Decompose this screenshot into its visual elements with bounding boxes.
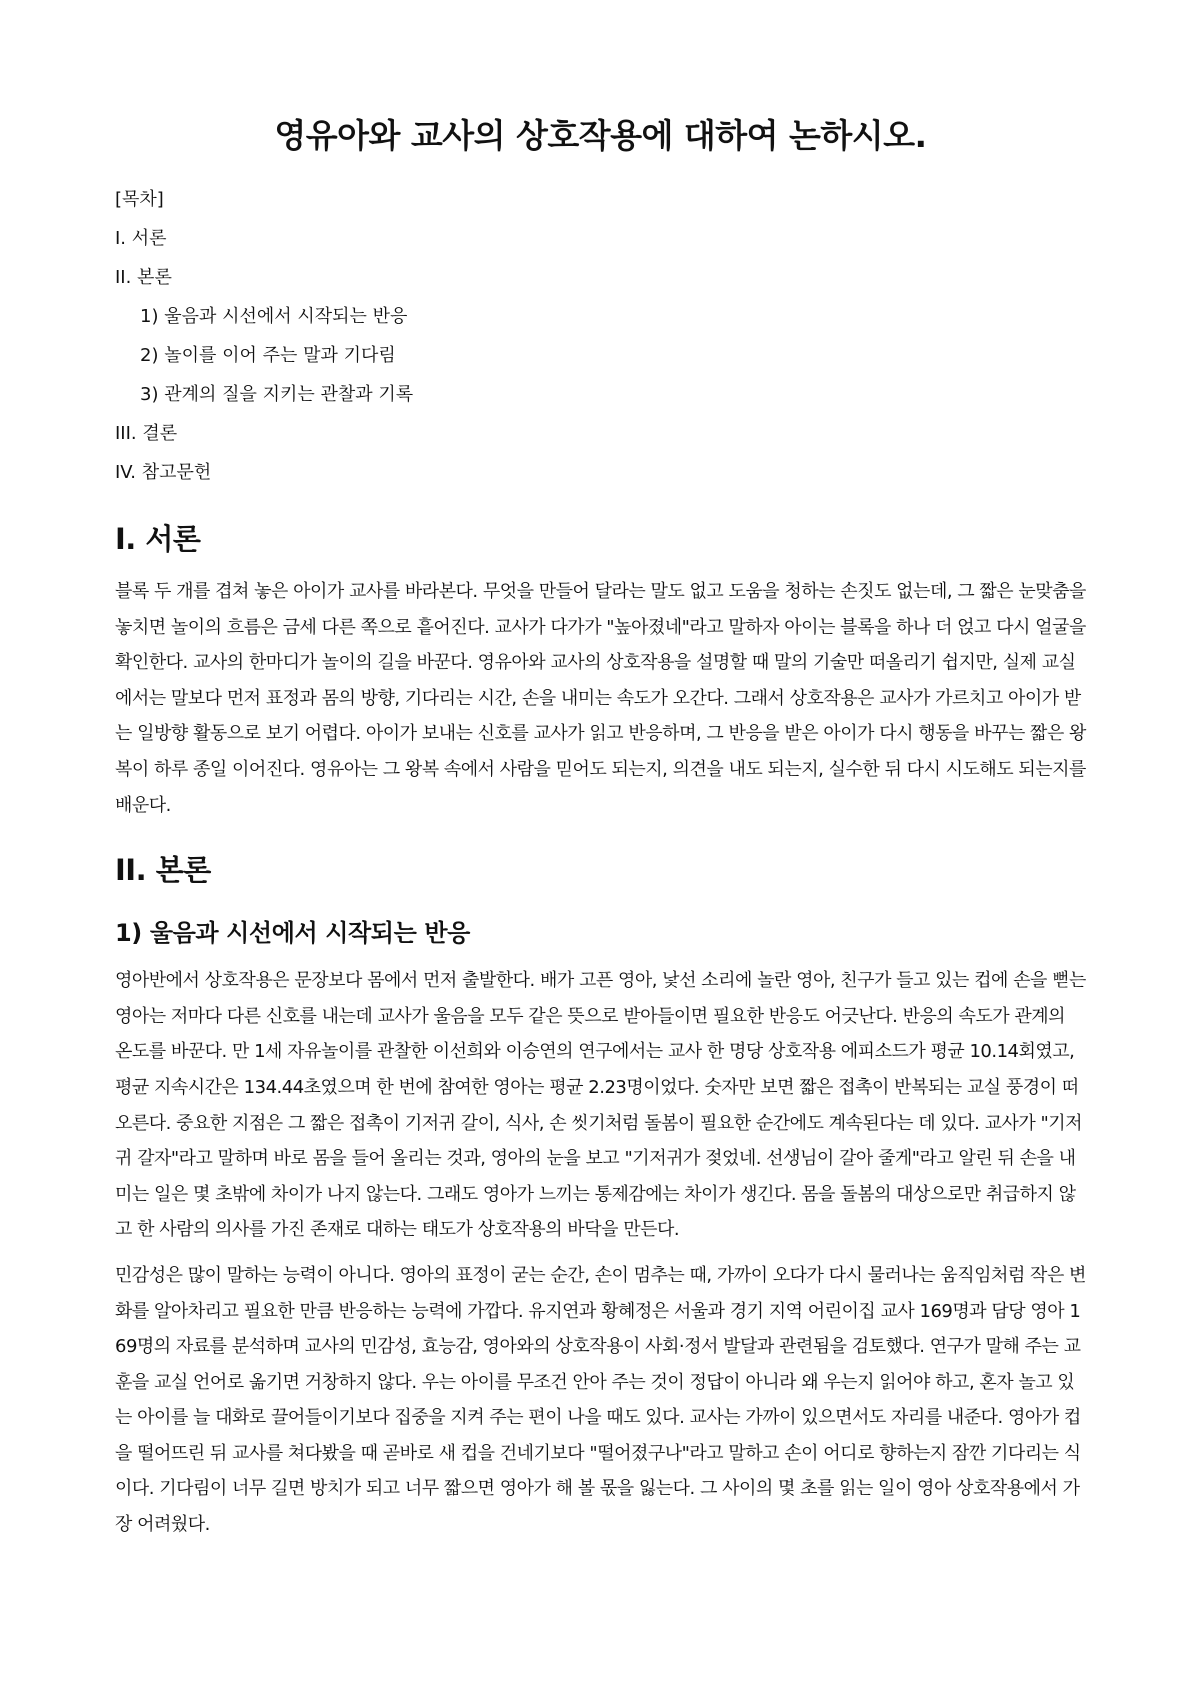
toc-heading: [목차] (115, 189, 164, 210)
toc-subitem-3: 3) 관계의 질을 지키는 관찰과 기록 (140, 384, 414, 405)
toc-item-conclusion: III. 결론 (115, 423, 178, 444)
section-heading-body: II. 본론 (115, 853, 211, 888)
table-of-contents (115, 180, 1086, 492)
intro-paragraph: 블록 두 개를 겹쳐 놓은 아이가 교사를 바라본다. 무엇을 만들어 달라는 말도 없고 도움을 청하는 손짓도 없는데, 그 짧은 눈맞춤을 놓치면 놀이의 흐름은 금세 다른 쪽으로 흩어진다. 교사가 다가가 "높아졌네"라고 말하자 아이는 블록을 하나 더 얹고 다시 얼굴을 확인한다. 교사의 한마디가 놀이의 길을 바꾼다. 영유아와 교사의 상호작용을 설명할 때 말의 기술만 떠올리기 쉽지만, 실제 교실에서는 말보다 먼저 표정과 몸의 방향, 기다리는 시간, 손을 내미는 속도가 오간다. 그래서 상호작용은 교사가 가르치고 아이가 받는 일방향 활동으로 보기 어렵다. 아이가 보내는 신호를 교사가 읽고 반응하며, 그 반응을 받은 아이가 다시 행동을 바꾸는 짧은 왕복이 하루 종일 이어진다. 영유아는 그 왕복 속에서 사람을 믿어도 되는지, 의견을 내도 되는지, 실수한 뒤 다시 시도해도 되는지를 배운다. (115, 581, 1086, 816)
toc-item-intro: I. 서론 (115, 228, 167, 249)
toc-item-references: IV. 참고문헌 (115, 462, 212, 483)
toc-subitem-2: 2) 놀이를 이어 주는 말과 기다림 (140, 345, 396, 366)
toc-subitem-1: 1) 울음과 시선에서 시작되는 반응 (140, 306, 408, 327)
subsection-heading-1: 1) 울음과 시선에서 시작되는 반응 (115, 919, 470, 948)
body-paragraph-2: 민감성은 많이 말하는 능력이 아니다. 영아의 표정이 굳는 순간, 손이 멈추는 때, 가까이 오다가 다시 물러나는 움직임처럼 작은 변화를 알아차리고 필요한 만큼 반응하는 능력에 가깝다. 유지연과 황혜정은 서울과 경기 지역 어린이집 교사 169명과 담당 영아 169명의 자료를 분석하며 교사의 민감성, 효능감, 영아와의 상호작용이 사회·정서 발달과 관련됨을 검토했다. 연구가 말해 주는 교훈을 교실 언어로 옮기면 거창하지 않다. 우는 아이를 무조건 안아 주는 것이 정답이 아니라 왜 우는지 읽어야 하고, 혼자 놀고 있는 아이를 늘 대화로 끌어들이기보다 집중을 지켜 주는 편이 나을 때도 있다. 교사는 가까이 있으면서도 자리를 내준다. 영아가 컵을 떨어뜨린 뒤 교사를 쳐다봤을 때 곧바로 새 컵을 건네기보다 "떨어졌구나"라고 말하고 손이 어디로 향하는지 잠깐 기다리는 식이다. 기다림이 너무 길면 방치가 되고 너무 짧으면 영아가 해 볼 몫을 잃는다. 그 사이의 몇 초를 읽는 일이 영아 상호작용에서 가장 어려웠다. (115, 1264, 1086, 1536)
section-heading-intro: I. 서론 (115, 522, 201, 556)
document-title: 영유아와 교사의 상호작용에 대하여 논하시오. (274, 116, 927, 155)
toc-item-body: II. 본론 (115, 267, 172, 288)
body-paragraph-1: 영아반에서 상호작용은 문장보다 몸에서 먼저 출발한다. 배가 고픈 영아, 낯선 소리에 놀란 영아, 친구가 들고 있는 컵에 손을 뻗는 영아는 저마다 다른 신호를 내는데 교사가 울음을 모두 같은 뜻으로 받아들이면 필요한 반응도 어긋난다. 반응의 속도가 관계의 온도를 바꾼다. 만 1세 자유놀이를 관찰한 이선희와 이승연의 연구에서는 교사 한 명당 상호작용 에피소드가 평균 10.14회였고, 평균 지속시간은 134.44초였으며 한 번에 참여한 영아는 평균 2.23명이었다. 숫자만 보면 짧은 접촉이 반복되는 교실 풍경이 떠오른다. 중요한 지점은 그 짧은 접촉이 기저귀 갈이, 식사, 손 씻기처럼 돌봄이 필요한 순간에도 계속된다는 데 있다. 교사가 "기저귀 갈자"라고 말하며 바로 몸을 들어 올리는 것과, 영아의 눈을 보고 "기저귀가 젖었네. 선생님이 갈아 줄게"라고 알린 뒤 손을 내미는 일은 몇 초밖에 차이가 나지 않는다. 그래도 영아가 느끼는 통제감에는 차이가 생긴다. 몸을 돌봄의 대상으로만 취급하지 않고 한 사람의 의사를 가진 존재로 대하는 태도가 상호작용의 바닥을 만든다. (115, 970, 1086, 1241)
